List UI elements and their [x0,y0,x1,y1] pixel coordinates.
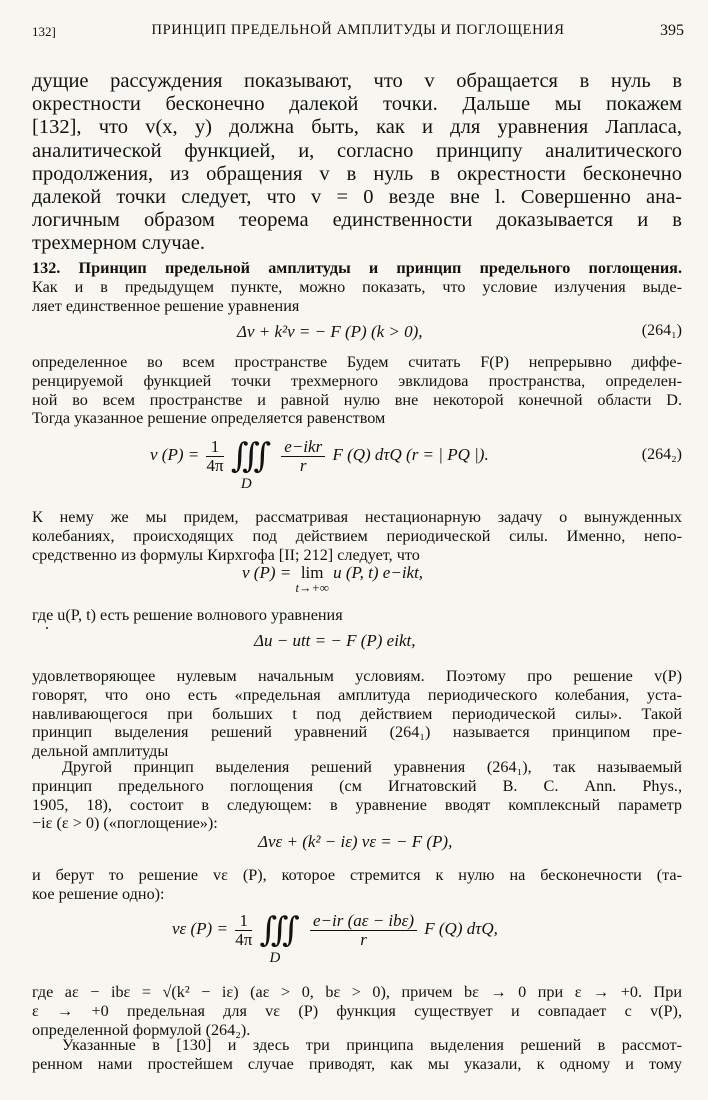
paragraph [32,758,682,833]
equation-lhs: vε (P) = [172,918,228,938]
integral-domain: D [240,476,252,492]
equation-text: Δvε + (k² − iε) vε = − F (P), [258,832,453,851]
text-line: ной во всем пространстве и равной нулю вне некоторой конечной области D. [32,390,682,409]
equation-limit-absorption [32,902,682,970]
triple-integral [230,438,266,492]
paragraph [32,353,682,428]
paragraph [32,606,682,625]
paragraph [32,667,682,761]
fraction [235,912,252,949]
equation-rest: F (Q) dτQ, [424,918,498,938]
section-heading: 132. Принцип предельной амплитуды и принцип предельного поглощения. [32,259,682,277]
equation-absorption [32,832,682,854]
denominator: 4π [235,929,253,949]
denominator: r [360,929,367,949]
page-number: 395 [660,22,684,39]
text-line: где u(P, t) есть решение волнового уравнения [32,606,343,624]
running-title: ПРИНЦИП ПРЕДЕЛЬНОЙ АМПЛИТУДЫ И ПОГЛОЩЕНИЯ [151,22,565,38]
text-line: принцип предельного поглощения (см Игнатовский В. С. Ann. Phys., [32,776,682,795]
text-line: дущие рассуждения показывают, что v обращается в нуль в [32,70,682,92]
text-line: принцип выделения решений уравнений (264₁) называется принципом пре- [32,723,682,742]
text-line: Другой принцип выделения решений уравнения (264₁), так называемый [62,758,682,776]
paragraph [32,866,682,904]
text-line: −iε (ε > 0) («поглощение»): [32,814,218,833]
denominator: 4π [206,455,224,475]
equation-rest: F (Q) dτQ (r = | PQ |). [332,444,489,464]
text-line: окрестности бесконечно далекой точки. Дальше мы покажем [32,93,682,116]
numerator: e−ir (aε − ibε) [310,912,417,931]
paragraph [32,983,682,1039]
fraction [310,912,417,949]
text-line: трехмерном случае. [32,232,205,255]
text-line: 1905, 18), состоит в следующем: в уравнение вводят комплексный параметр [32,795,682,814]
paragraph [32,508,682,564]
paragraph [32,1036,682,1074]
text-line: дельной амплитуды [32,742,169,761]
text-line: колебаниях, происходящих под действием периодической силы. Именно, непо- [32,526,682,545]
limit-label: lim [300,563,324,582]
text-line: кое решение одно): [32,884,165,903]
integral-domain: D [269,950,281,966]
text-line: ренном нами простейшем случае приводят, как мы указали, к одному и тому [32,1054,682,1073]
fraction [206,438,223,475]
equation-text: Δv + k²v = − F (P) (k > 0), [237,322,423,341]
integral-sign: ∭ [230,438,266,475]
speck [46,627,48,629]
text-line: далекой точки следует, что v = 0 везде вне l. Совершенно ана- [32,186,682,209]
text-line: [132], что v(x, y) должна быть, как и для уравнения Лапласа, [32,116,682,139]
text-line: говорят, что оно есть «предельная амплитуда периодического колебания, уста- [32,685,682,704]
limit-operator [295,563,328,596]
running-header [32,22,684,44]
equation-text: Δu − utt = − F (P) eikt, [254,631,416,650]
text-line: где aε − ibε = √(k² − iε) (aε > 0, bε > 0), причем bε → 0 при ε → +0. При [32,983,682,1001]
fraction [281,438,325,475]
equation-264-2 [32,428,682,494]
numerator: 1 [235,912,252,931]
denominator: r [299,455,307,475]
text-line: ренцируемой функцией точки трехмерного эвклидова пространства, определен- [32,371,682,390]
text-line: удовлетворяющее нулевым начальным условиям. Поэтому про решение v(P) [32,667,682,685]
numerator: e−ikr [281,438,325,457]
text-line: определенное во всем пространстве Будем считать F(P) непрерывно диффе- [32,353,682,371]
equation-limit [32,563,682,599]
equation-lhs: v (P) = [150,444,200,464]
text-line: аналитической функцией, и, согласно принципу аналитического [32,139,682,162]
text-line: К нему же мы придем, рассматривая нестационарную задачу о вынужденных [32,508,682,526]
text-line: логичным образом теорема единственности доказывается и в [32,209,682,232]
equation-rhs: u (P, t) e−ikt, [333,563,424,582]
text-line: Тогда указанное решение определяется равенством [32,409,386,428]
section-132 [32,259,682,315]
section-ref: 132] [32,24,56,39]
text-line: средственно из формулы Кирхгофа [II; 212] следует, что [32,545,420,564]
text-line: и берут то решение vε (P), которое стремится к нулю на бесконечности (та- [32,866,682,884]
text-line: Указанные в [130] и здесь три принципа выделения решений в рассмот- [62,1036,682,1054]
numerator: 1 [206,438,223,457]
triple-integral [259,912,294,966]
text-line: ε → +0 предельная для vε (P) функция существует и совпадает с v(P), [32,1001,682,1020]
equation-number: (264₁) [641,322,682,339]
equation-264-1 [32,322,682,344]
equation-lhs: v (P) = [242,563,292,582]
equation-number: (264₂) [641,446,682,463]
text-line: продолжения, из обращения v в нуль в окрестности бесконечно [32,162,682,185]
text-line: определенной формулой (264₂). [32,1020,251,1039]
intro-paragraph [32,70,682,256]
text-line: Как и в предыдущем пункте, можно показать, что условие излучения выде- [32,277,682,296]
limit-subscript: t→+∞ [295,581,329,595]
text-line: ляет единственное решение уравнения [32,296,300,315]
integral-sign: ∭ [259,912,294,949]
equation-wave [32,631,682,653]
text-line: навливающегося при больших t под действием периодической силы». Такой [32,704,682,723]
